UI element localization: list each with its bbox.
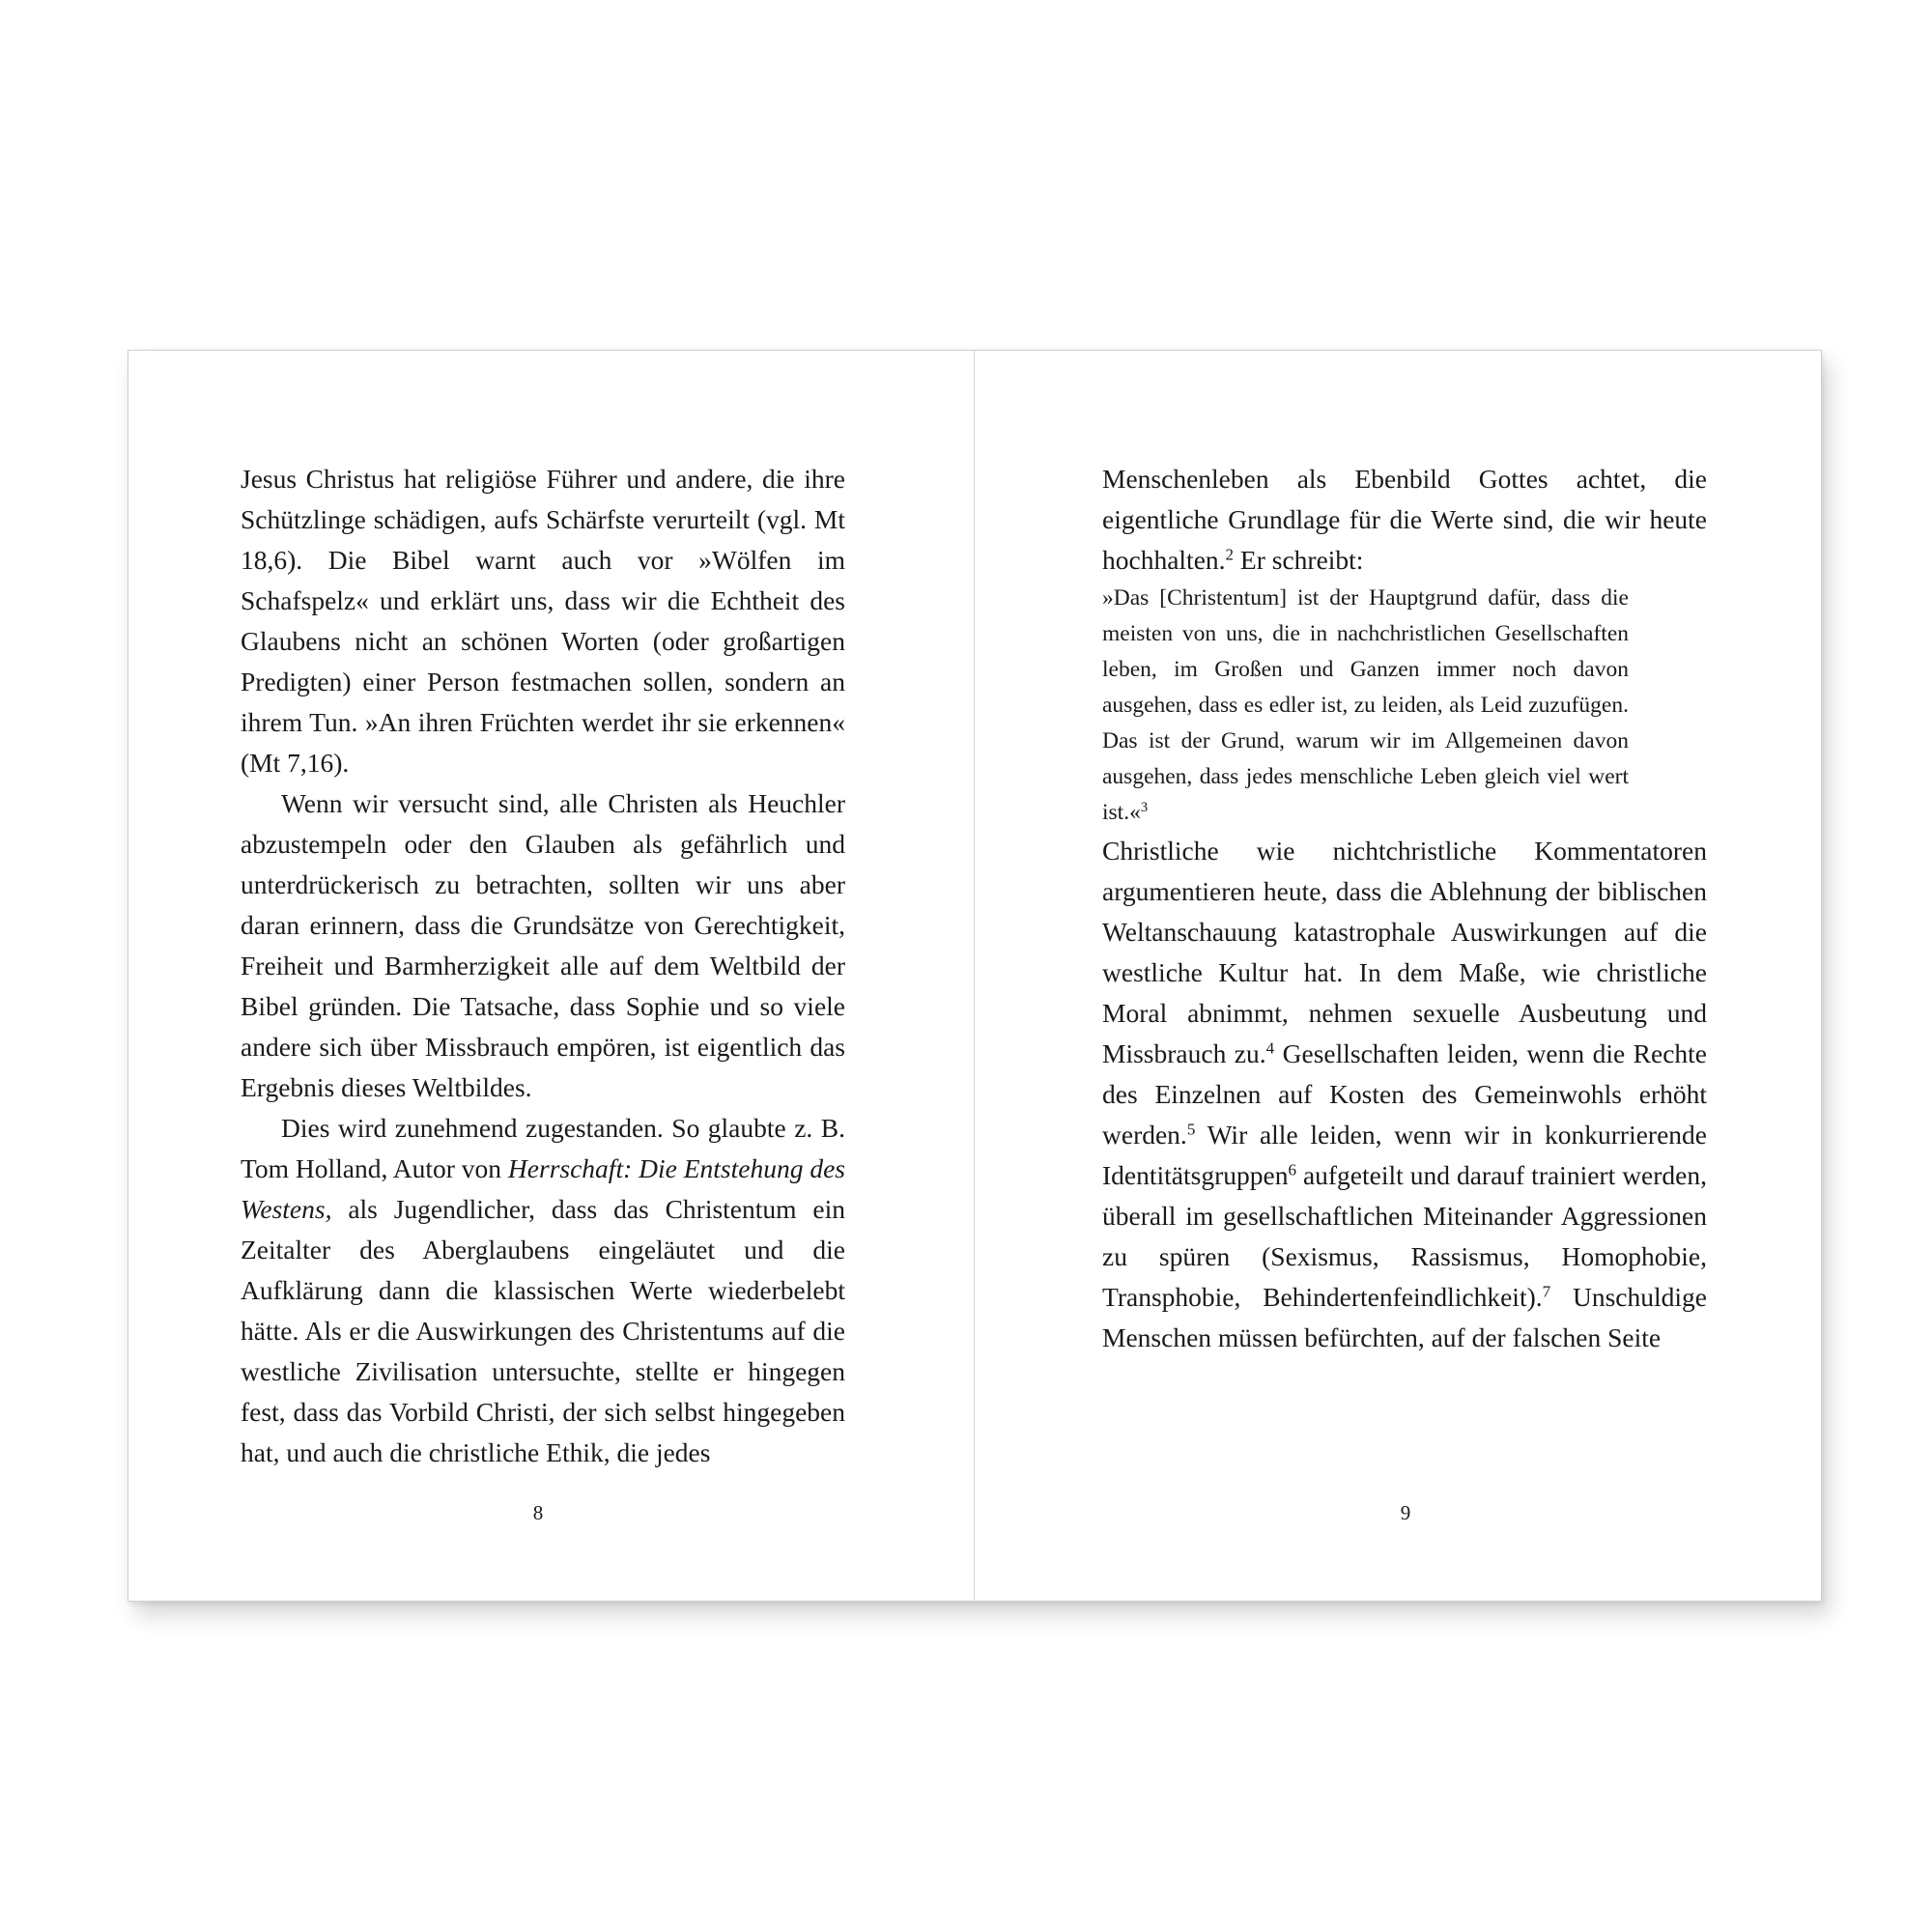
left-paragraph-1: Jesus Christus hat religiöse Führer und andere, die ihre Schützlinge schädigen, aufs Schärfste verurteilt (vgl. Mt 18,6). Die Bibel warnt auch vor »Wölfen im Schafspelz« und erklärt uns, dass wir die Echtheit des Glaubens nicht an schönen Worten (oder großartigen Predigten) einer Person festmachen sollen, sondern an ihrem Tun. »An ihren Früchten werdet ihr sie erkennen« (Mt 7,16). — [241, 464, 845, 778]
page-number-right: 9 — [1400, 1501, 1411, 1524]
right-paragraph-2-part-b: Gesellschaften leiden, wenn die Rechte des Einzelnen auf Kosten des Gemeinwohls erhöht werden. — [1102, 1038, 1708, 1150]
right-paragraph-2-part-a: Christliche wie nichtchristliche Kommentatoren argumentieren heute, dass die Ablehnung der biblischen Weltanschauung katastrophale Auswirkungen auf die westliche Kultur hat. In dem Maße, wie christliche Moral abnimmt, nehmen sexuelle Ausbeutung und Missbrauch zu. — [1102, 836, 1707, 1068]
footnote-ref-6: 6 — [1288, 1160, 1296, 1179]
right-page-body — [1102, 459, 1707, 1358]
footnote-ref-3: 3 — [1140, 800, 1149, 815]
book-spread — [128, 350, 1822, 1602]
right-paragraph-2-part-d: aufgeteilt und darauf trainiert werden, überall im gesellschaftlichen Miteinander Aggressionen zu spüren (Sexismus, Rassismus, Homophobie, Transphobie, Behindertenfeindlichkeit). — [1102, 1160, 1707, 1312]
footnote-ref-4: 4 — [1265, 1038, 1275, 1058]
footnote-ref-7: 7 — [1542, 1282, 1551, 1301]
right-paragraph-1-text: Menschenleben als Ebenbild Gottes achtet, die eigentliche Grundlage für die Werte sind, die wir heute hochhalten. — [1102, 464, 1707, 575]
footnote-ref-5: 5 — [1186, 1120, 1196, 1139]
left-paragraph-3 — [241, 1108, 845, 1473]
right-paragraph-2 — [1102, 831, 1707, 1358]
page-gutter — [974, 351, 975, 1601]
block-quote-text: »Das [Christentum] ist der Hauptgrund dafür, dass die meisten von uns, die in nachchristlichen Gesellschaften leben, im Großen und Ganzen immer noch davon ausgehen, dass es edler ist, zu leiden, als Leid zuzufügen. Das ist der Grund, warum wir im Allgemeinen davon ausgehen, dass jedes menschliche Leben gleich viel wert ist.« — [1102, 585, 1629, 825]
right-paragraph-1 — [1102, 459, 1707, 581]
book-title: Herrschaft: Die Entstehung des Westens, — [241, 1153, 845, 1224]
left-paragraph-2: Wenn wir versucht sind, alle Christen als Heuchler abzustempeln oder den Glauben als gefährlich und unterdrückerisch zu betrachten, sollten wir uns aber daran erinnern, dass die Grundsätze von Gerechtigkeit, Freiheit und Barmherzigkeit alle auf dem Weltbild der Bibel gründen. Die Tatsache, dass Sophie und so viele andere sich über Missbrauch empören, ist eigentlich das Ergebnis dieses Weltbildes. — [241, 788, 845, 1102]
footnote-ref-2: 2 — [1225, 545, 1235, 564]
left-paragraph-3-start: Dies wird zunehmend zugestanden. So glaubte z. B. Tom Holland, Autor von — [241, 1113, 845, 1183]
page-number-left: 8 — [532, 1501, 544, 1524]
right-paragraph-2-part-e: Unschuldige Menschen müssen befürchten, auf der falschen Seite — [1102, 1282, 1707, 1352]
block-quote — [1102, 581, 1629, 831]
right-paragraph-1-end: Er schreibt: — [1234, 545, 1364, 575]
left-paragraph-3-end: als Jugendlicher, dass das Christentum ein Zeitalter des Aberglaubens eingeläutet und die Aufklärung dann die klassischen Werte wiederbelebt hätte. Als er die Auswirkungen des Christentums auf die westliche Zivilisation untersuchte, stellte er hingegen fest, dass das Vorbild Christi, der sich selbst hingegeben hat, und auch die christliche Ethik, die jedes — [241, 1194, 845, 1467]
right-paragraph-2-part-c: Wir alle leiden, wenn wir in konkurrierende Identitätsgruppen — [1102, 1120, 1707, 1190]
left-page-body — [241, 459, 845, 1473]
